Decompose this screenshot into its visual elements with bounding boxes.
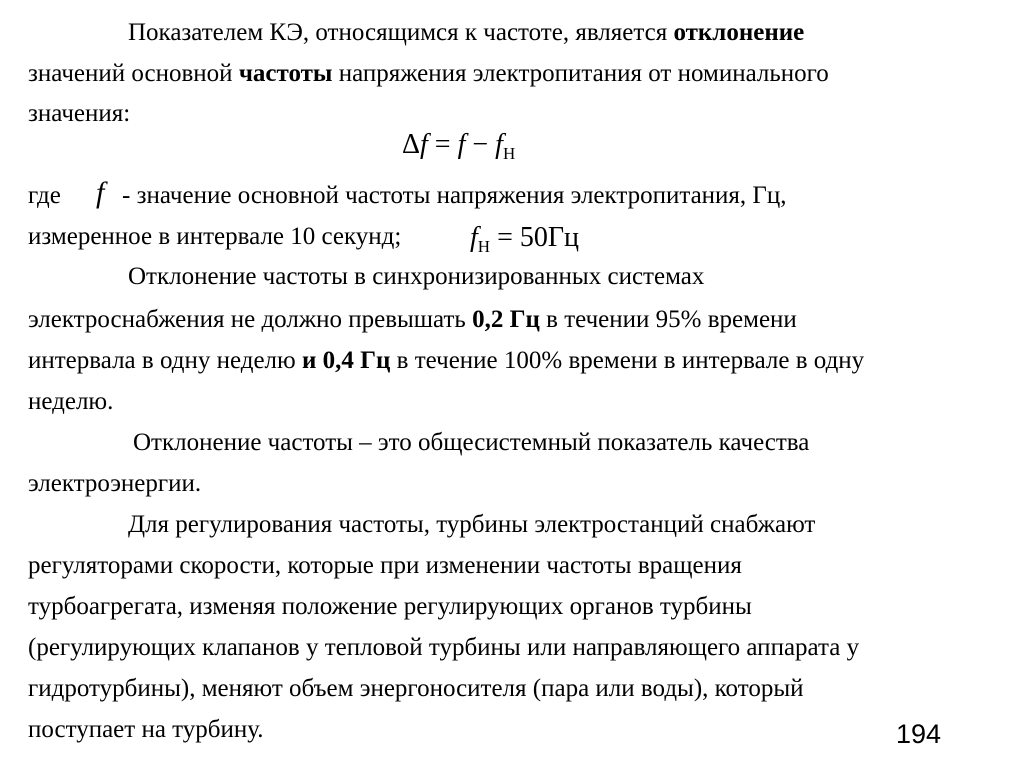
paragraph-5-line-5	[28, 674, 804, 704]
paragraph-5-line-1	[128, 510, 815, 540]
paragraph-3-line-1	[128, 262, 704, 292]
text: - значение основной частоты напряжения электропитания, Гц,	[122, 182, 787, 209]
text: электроэнергии.	[28, 470, 202, 497]
nominal-frequency-formula	[470, 221, 579, 258]
formula-subscript: Н	[477, 237, 491, 256]
bold-value-0-2-hz: 0,2 Гц	[472, 306, 540, 333]
formula-f: f	[457, 129, 466, 160]
formula-f: f	[420, 129, 428, 160]
formula-f: f	[495, 129, 503, 160]
paragraph-1-line-3	[28, 99, 130, 129]
paragraph-3-line-4	[28, 387, 113, 417]
text: Отклонение частоты – это общесистемный показатель качества	[133, 429, 810, 456]
bold-value-0-4-hz: и 0,4 Гц	[301, 347, 391, 374]
paragraph-5-line-4	[28, 633, 859, 663]
paragraph-5-line-3	[28, 592, 752, 622]
paragraph-1-line-2	[28, 59, 829, 89]
paragraph-4-line-1	[133, 428, 809, 458]
text: Отклонение частоты в синхронизированных системах	[128, 263, 705, 290]
paragraph-5-line-2	[28, 551, 742, 581]
bold-term-frequency: частоты	[238, 60, 333, 87]
where-word: где	[28, 182, 61, 209]
bold-term-deviation: отклонение	[673, 19, 805, 46]
page-number: 194	[896, 719, 942, 749]
delta-symbol: Δ	[402, 129, 421, 160]
text: неделю.	[28, 388, 114, 415]
text: регуляторами скорости, которые при изменении частоты вращения	[28, 552, 742, 579]
text: гидротурбины), меняют объем энергоносителя (пара или воды), который	[28, 675, 804, 702]
minus-sign: −	[465, 129, 496, 160]
paragraph-2-line-1-rest	[122, 181, 787, 211]
text: напряжения электропитания от номинального	[332, 60, 829, 87]
f-symbol: f	[96, 176, 105, 209]
paragraph-3-line-3	[28, 346, 864, 376]
text: интервала в одну неделю	[28, 347, 302, 374]
paragraph-2-line-1	[28, 181, 61, 211]
paragraph-4-line-2	[28, 469, 201, 499]
formula-subscript: Н	[502, 144, 516, 163]
deviation-formula	[402, 128, 515, 165]
equals-sign: =	[427, 129, 458, 160]
paragraph-1-line-1	[128, 18, 804, 48]
text: электроснабжения не должно превышать	[28, 306, 473, 333]
text: значения:	[28, 100, 131, 127]
text: в течении 95% времени	[539, 306, 797, 333]
formula-f: f	[470, 222, 478, 253]
text: поступает на турбину.	[28, 716, 264, 743]
paragraph-5-line-6	[28, 715, 264, 745]
text: (регулирующих клапанов у тепловой турбины или направляющего аппарата у	[28, 634, 860, 661]
text: Показателем КЭ, относящимся к частоте, является	[128, 19, 674, 46]
nominal-value: = 50Гц	[490, 222, 580, 253]
paragraph-2-line-2	[28, 222, 401, 252]
text: измеренное в интервале 10 секунд;	[28, 223, 402, 250]
text: Для регулирования частоты, турбины электростанций снабжают	[128, 511, 816, 538]
text: значений основной	[28, 60, 239, 87]
paragraph-3-line-2	[28, 305, 797, 335]
text: турбоагрегата, изменяя положение регулирующих органов турбины	[28, 593, 752, 620]
text: в течение 100% времени в интервале в одну	[390, 347, 865, 374]
